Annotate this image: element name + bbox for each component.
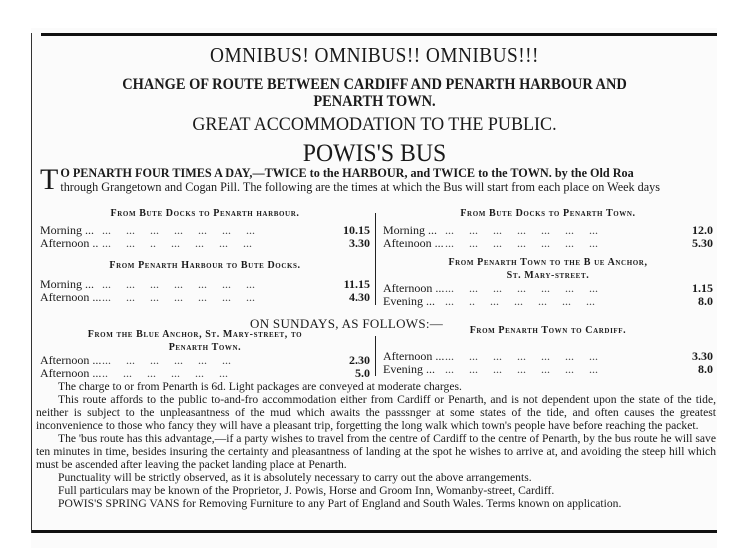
row-leader: ... ... ... ... ... ... ... bbox=[102, 291, 255, 304]
headline-title: OMNIBUS! OMNIBUS!! OMNIBUS!!! bbox=[210, 43, 539, 67]
bottom-rule bbox=[32, 530, 717, 533]
subtitle-line-2: PENARTH TOWN. bbox=[313, 93, 436, 110]
drop-cap: T bbox=[40, 163, 59, 196]
spring-vans-paragraph: POWIS'S SPRING VANS for Removing Furniture to any Part of England and South Wales. Terms known on application. bbox=[58, 497, 622, 510]
left-column-border bbox=[31, 33, 32, 533]
row-time: 2.30 bbox=[349, 353, 370, 367]
row-leader: ... ... ... ... ... ... ... bbox=[445, 363, 598, 376]
row-leader: ... ... ... ... ... ... ... bbox=[445, 237, 598, 250]
intro-line-1: O PENARTH FOUR TIMES A DAY,—TWICE to the HARBOUR, and TWICE to the TOWN. by the Old Roa bbox=[60, 166, 634, 180]
section-title: From Bute Docks to Penarth Town. bbox=[460, 208, 636, 219]
row-label: Afternoon ... bbox=[40, 353, 102, 367]
section-title: From Penarth Town to Cardiff. bbox=[469, 325, 627, 336]
row-time: 5.0 bbox=[355, 366, 370, 380]
row-time: 12.0 bbox=[692, 223, 713, 237]
row-leader: ... ... ... ... ... ... ... bbox=[445, 350, 598, 363]
section-title: From Bute Docks to Penarth harbour. bbox=[110, 208, 300, 219]
section-title-line-2: St. Mary-street. bbox=[506, 270, 590, 281]
row-label: Morning ... bbox=[40, 277, 94, 291]
subtitle-line-1: CHANGE OF ROUTE BETWEEN CARDIFF AND PENARTH HARBOUR AND bbox=[122, 76, 627, 93]
timetable-row bbox=[383, 237, 713, 250]
timetable-row bbox=[40, 367, 370, 380]
row-leader: ... ... .. ... ... ... ... bbox=[102, 237, 252, 250]
route-paragraph: This route affords to the public to-and-fro accommodation either from Cardiff or Penarth, and is not dependent upon the state of the tide, neither is subject to the unpleasantness of the mud which awaits the passsnger at some states of the tide, and often causes the greatest inconvenience to those who fancy they will have a pleasant trip, forgetting the long walk which town's people have before reaching the packet. bbox=[36, 393, 716, 432]
top-rule bbox=[41, 33, 717, 36]
row-time: 8.0 bbox=[698, 294, 713, 308]
row-label: Afternoon ... bbox=[40, 290, 102, 304]
row-leader: ... ... ... ... ... ... ... bbox=[445, 224, 598, 237]
row-time: 8.0 bbox=[698, 362, 713, 376]
intro-line-2: through Grangetown and Cogan Pill. The following are the times at which the Bus will start from each place on Week days bbox=[60, 180, 661, 194]
body-text bbox=[36, 380, 716, 510]
row-leader: ... ... ... ... ... ... ... bbox=[445, 282, 598, 295]
row-time: 3.30 bbox=[692, 349, 713, 363]
sundays-heading: ON SUNDAYS, AS FOLLOWS:— bbox=[250, 316, 444, 331]
row-time: 1.15 bbox=[692, 281, 713, 295]
row-time: 5.30 bbox=[692, 236, 713, 250]
sunday-left-column bbox=[40, 328, 370, 380]
section-title-line-2: Penarth Town. bbox=[168, 342, 242, 353]
weekday-right-column bbox=[383, 207, 713, 308]
weekday-left-column bbox=[40, 207, 370, 304]
row-leader: .. ... ... ... ... ... bbox=[102, 367, 228, 380]
timetable-row bbox=[383, 295, 713, 308]
row-label: Afternoon .. bbox=[40, 236, 99, 250]
timetable-row bbox=[383, 363, 713, 376]
section-title: From the Blue Anchor, St. Mary-street, to bbox=[87, 329, 303, 340]
punctuality-paragraph: Punctuality will be strictly observed, as it is absolutely necessary to carry out the above arrangements. bbox=[58, 471, 532, 484]
headline-subtitle bbox=[56, 76, 693, 110]
row-time: 11.15 bbox=[343, 277, 370, 291]
row-label: Afternoon ... bbox=[383, 349, 445, 363]
section-title: From Penarth Harbour to Bute Docks. bbox=[109, 260, 301, 271]
row-label: Afternoon ... bbox=[40, 366, 102, 380]
fare-paragraph: The charge to or from Penarth is 6d. Light packages are conveyed at moderate charges. bbox=[58, 380, 462, 393]
timetable-row bbox=[40, 291, 370, 304]
headline-name: POWIS'S BUS bbox=[302, 140, 447, 167]
sunday-right-column bbox=[383, 324, 713, 376]
section-title: From Penarth Town to the B ue Anchor, bbox=[448, 257, 648, 268]
row-time: 10.15 bbox=[343, 223, 370, 237]
row-label: Afternoon ... bbox=[383, 281, 445, 295]
proprietor-paragraph: Full particulars may be known of the Proprietor, J. Powis, Horse and Groom Inn, Womanby-street, Cardiff. bbox=[58, 484, 555, 497]
row-time: 4.30 bbox=[349, 290, 370, 304]
column-divider bbox=[375, 336, 376, 376]
row-leader: ... ... ... ... ... ... bbox=[102, 354, 231, 367]
row-label: Evening ... bbox=[383, 362, 435, 376]
column-divider bbox=[375, 213, 376, 305]
intro-paragraph bbox=[40, 163, 720, 196]
advantage-paragraph: The 'bus route has this advantage,—if a party wishes to travel from the centre of Cardiff to the centre of Penarth, by the bus route he will save ten minutes in time, besides insuring the certainty and pleasantness of landing at the spot he wishes to arrive at, and avoiding the steep hill which must be ascended after leaving the packet landing place at Penarth. bbox=[36, 432, 716, 471]
timetable-row bbox=[40, 237, 370, 250]
headline-tagline: GREAT ACCOMMODATION TO THE PUBLIC. bbox=[192, 114, 557, 135]
row-label: Morning ... bbox=[383, 223, 437, 237]
row-label: Evening ... bbox=[383, 294, 435, 308]
row-time: 3.30 bbox=[349, 236, 370, 250]
row-leader: ... ... ... ... ... ... ... bbox=[102, 224, 255, 237]
row-leader: ... ... ... ... ... ... ... bbox=[102, 278, 255, 291]
row-label: Morning ... bbox=[40, 223, 94, 237]
row-label: Afteınoon ... bbox=[383, 236, 444, 250]
row-leader: ... .. ... ... ... ... ... bbox=[445, 295, 595, 308]
